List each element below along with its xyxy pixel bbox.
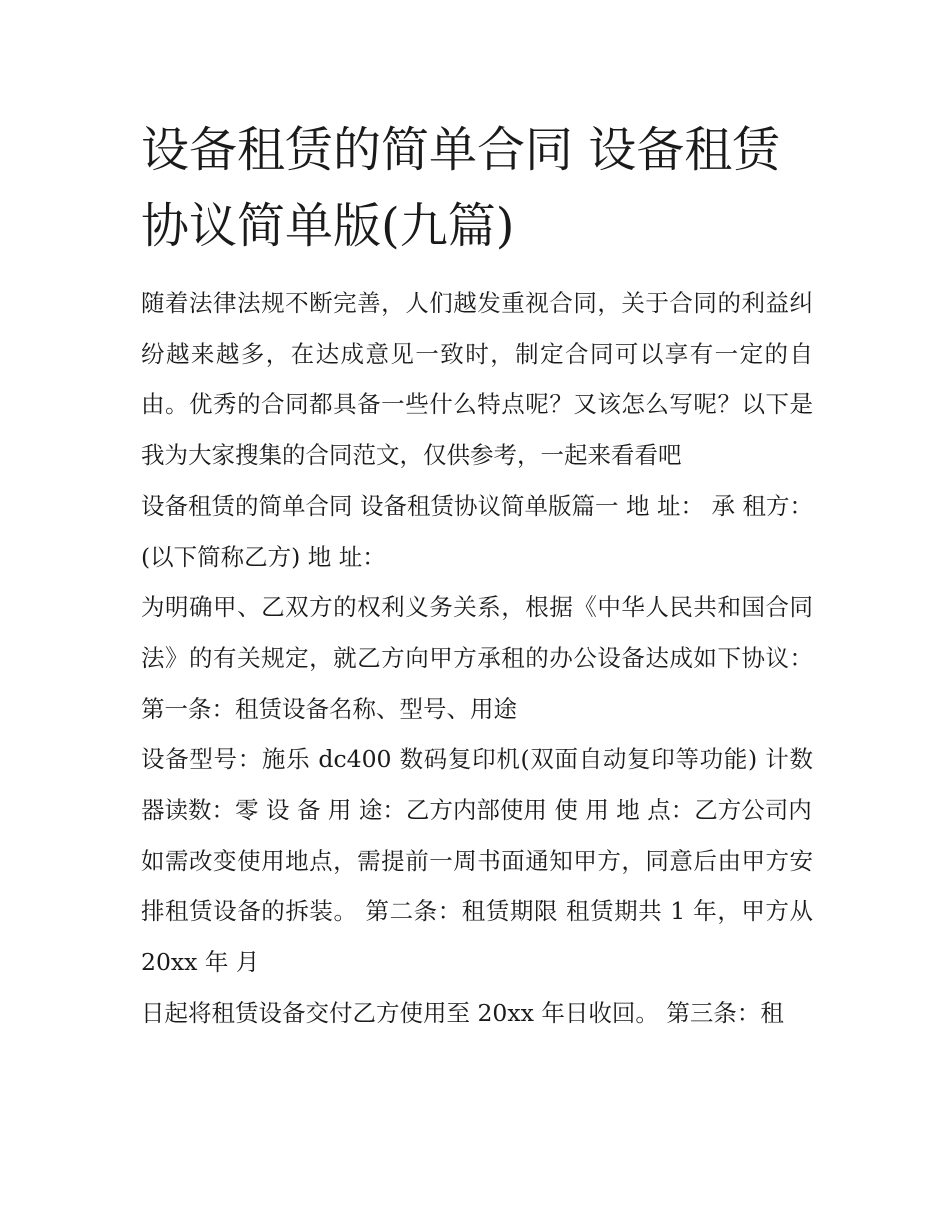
lease-return-paragraph: 日起将租赁设备交付乙方使用至 20xx 年日收回。 第三条：租 xyxy=(141,998,784,1027)
contract-purpose-paragraph: 为明确甲、乙双方的权利义务关系，根据《中华人民共和国合同法》的有关规定，就乙方向甲方承租的办公设备达成如下协议： 第一条：租赁设备名称、型号、用途 xyxy=(141,593,813,723)
equipment-model-paragraph: 设备型号：施乐 dc400 数码复印机(双面自动复印等功能) 计数器读数：零 设 备 用 途：乙方内部使用 使 用 地 点：乙方公司内 xyxy=(141,745,813,825)
document-title: 设备租赁的简单合同 设备租赁协议简单版(九篇) xyxy=(141,122,781,254)
contract-header-paragraph: 设备租赁的简单合同 设备租赁协议简单版篇一 地 址： 承 租方： (以下简称乙方) 地 址： xyxy=(141,491,813,571)
intro-paragraph: 随着法律法规不断完善，人们越发重视合同，关于合同的利益纠纷越来越多，在达成意见一致时，制定合同可以享有一定的自由。优秀的合同都具备一些什么特点呢？又该怎么写呢？以下是我为大家搜集的合同范文，仅供参考，一起来看看吧 xyxy=(141,289,813,470)
document-body xyxy=(141,112,813,1039)
relocation-term-paragraph: 如需改变使用地点，需提前一周书面通知甲方，同意后由甲方安排租赁设备的拆装。 第二条：租赁期限 租赁期共 1 年，甲方从 20xx 年 月 xyxy=(141,846,813,977)
